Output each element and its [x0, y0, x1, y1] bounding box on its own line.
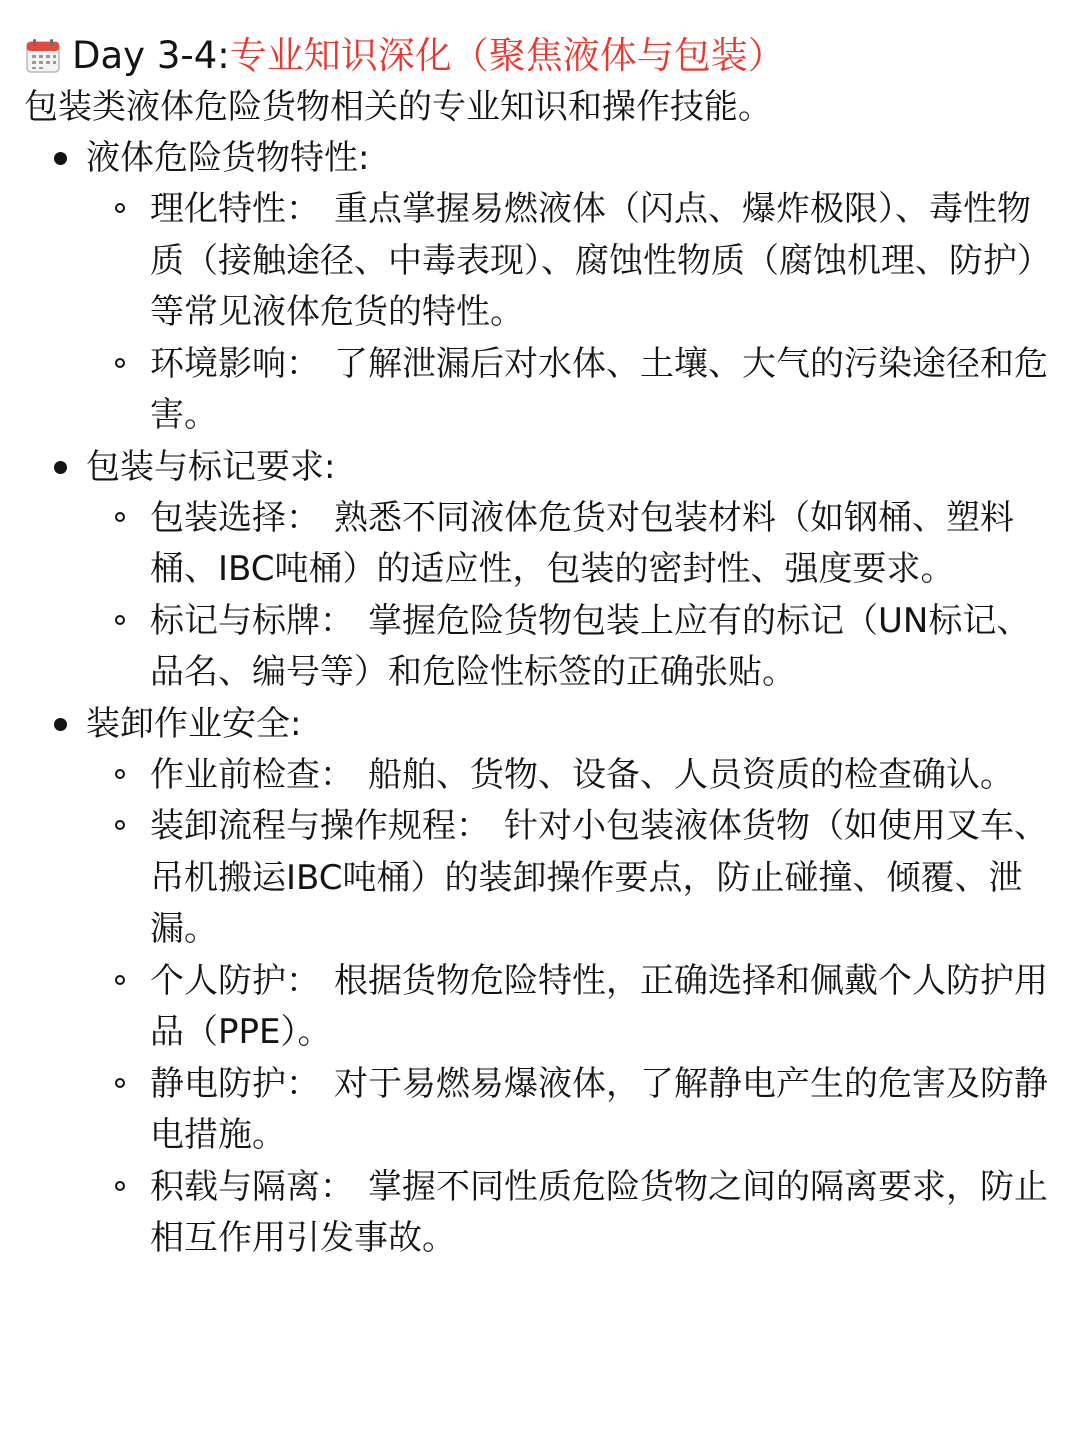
bullet-dot-icon [54, 461, 67, 474]
subtopic-term: 包装选择： [150, 497, 320, 538]
topic-item [24, 133, 1050, 442]
bullet-dot-icon [54, 152, 67, 165]
subtopic-item [86, 956, 1050, 1059]
subtopic-text: 掌握不同性质危险货物之间的隔离要求，防止相互作用引发事故。 [150, 1166, 1048, 1258]
bullet-circle-icon [115, 358, 125, 368]
subtopic-text: 根据货物危险特性，正确选择和佩戴个人防护用品（PPE）。 [150, 960, 1048, 1052]
bullet-circle-icon [115, 615, 125, 625]
subtopic-text: 熟悉不同液体危货对包装材料（如钢桶、塑料桶、IBC吨桶）的适应性，包装的密封性、强度要求。 [150, 497, 1014, 589]
heading-topic: 专业知识深化（聚焦液体与包装） [229, 34, 785, 77]
subtopic-term: 标记与标牌： [150, 600, 354, 641]
bullet-dot-icon [54, 718, 67, 731]
subtopic-text: 对于易燃易爆液体，了解静电产生的危害及防静电措施。 [150, 1063, 1048, 1155]
subtopic-item [86, 750, 1050, 802]
bullet-circle-icon [115, 975, 125, 985]
subtopic-text: 针对小包装液体货物（如使用叉车、吊机搬运IBC吨桶）的装卸操作要点，防止碰撞、倾覆、泄漏。 [150, 806, 1048, 949]
subtopic-term: 静电防护： [150, 1063, 320, 1104]
subtopic-item [86, 1162, 1050, 1265]
bullet-circle-icon [115, 1181, 125, 1191]
subtopic-item [86, 493, 1050, 596]
subtopic-term: 作业前检查： [150, 754, 354, 795]
subtopic-item [86, 184, 1050, 339]
intro-text: 包装类液体危险货物相关的专业知识和操作技能。 [24, 87, 772, 127]
subtopic-term: 理化特性： [150, 189, 320, 229]
bullet-circle-icon [115, 820, 125, 830]
topic-title: 装卸作业安全: [86, 703, 302, 744]
subtopic-list [86, 493, 1050, 699]
calendar-icon [24, 37, 62, 75]
topic-list [24, 133, 1050, 1265]
bullet-circle-icon [115, 203, 125, 213]
topic-item [24, 699, 1050, 1265]
subtopic-term: 装卸流程与操作规程： [150, 806, 490, 846]
heading-day-label: Day 3-4: [72, 34, 230, 77]
topic-title: 液体危险货物特性: [86, 138, 370, 178]
subtopic-term: 个人防护： [150, 960, 320, 1001]
subtopic-text: 了解泄漏后对水体、土壤、大气的污染途径和危害。 [150, 343, 1048, 435]
subtopic-item [86, 801, 1050, 956]
subtopic-text: 船舶、货物、设备、人员资质的检查确认。 [368, 754, 1014, 795]
topic-item [24, 442, 1050, 699]
subtopic-item [86, 596, 1050, 699]
bullet-circle-icon [115, 1078, 125, 1088]
topic-title: 包装与标记要求: [86, 446, 336, 487]
subtopic-list [86, 184, 1050, 442]
bullet-circle-icon [115, 512, 125, 522]
subtopic-term: 环境影响： [150, 343, 320, 384]
subtopic-item [86, 1059, 1050, 1162]
bullet-circle-icon [115, 769, 125, 779]
subtopic-list [86, 750, 1050, 1265]
subtopic-text: 重点掌握易燃液体（闪点、爆炸极限）、毒性物质（接触途径、中毒表现）、腐蚀性物质（腐蚀机理、防护）等常见液体危货的特性。 [150, 189, 1034, 332]
subtopic-item [86, 339, 1050, 442]
subtopic-text: 掌握危险货物包装上应有的标记（UN标记、品名、编号等）和危险性标签的正确张贴。 [150, 600, 1031, 692]
subtopic-term: 积载与隔离： [150, 1166, 354, 1207]
section-heading [24, 32, 1050, 80]
